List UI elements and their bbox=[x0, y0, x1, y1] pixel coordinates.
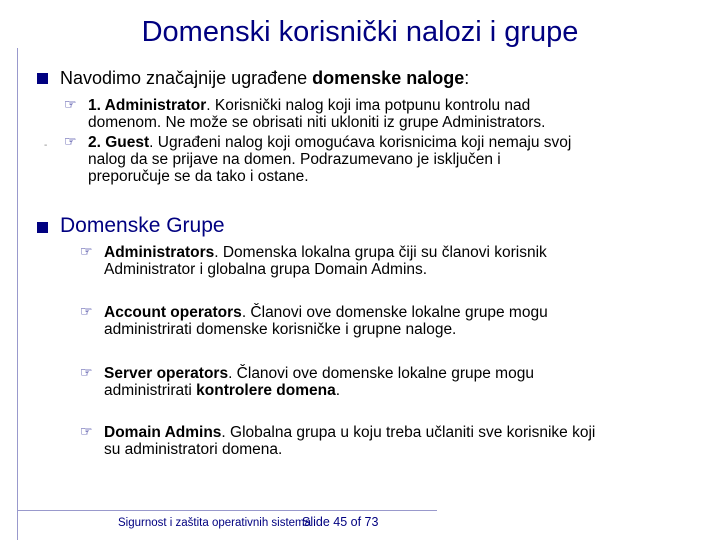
list-item: ☞ 1. Administrator. Korisnički nalog koji ima potpunu kontrolu nad domenom. Ne može se obrisati niti ukloniti iz grupe Administrators. bbox=[64, 97, 546, 131]
pointing-hand-icon: ☞ bbox=[80, 365, 93, 381]
pointing-hand-icon: ☞ bbox=[80, 244, 93, 260]
pointing-hand-icon: ☞ bbox=[80, 424, 93, 440]
dash-mark: - bbox=[44, 140, 48, 151]
section1-intro: Navodimo značajnije ugrađene domenske naloge: bbox=[60, 68, 470, 88]
list-item: ☞ Administrators. Domenska lokalna grupa čiji su članovi korisnik Administrator i globalna grupa Domain Admins. bbox=[80, 244, 547, 278]
frame-left-border bbox=[17, 48, 18, 540]
list-item: ☞ Domain Admins. Globalna grupa u koju treba učlaniti sve korisnike koji su administratori domena. bbox=[80, 424, 596, 458]
square-bullet-icon bbox=[37, 222, 48, 233]
pointing-hand-icon: ☞ bbox=[64, 134, 77, 150]
list-item: ☞ Account operators. Članovi ove domenske lokalne grupe mogu administrirati domenske korisničke i grupne naloge. bbox=[80, 304, 548, 338]
pointing-hand-icon: ☞ bbox=[64, 97, 77, 113]
pointing-hand-icon: ☞ bbox=[80, 304, 93, 320]
list-item: ☞ 2. Guest. Ugrađeni nalog koji omogućava korisnicima koji nemaju svoj nalog da se prijave na domen. Podrazumevano je isključen i preporučuje se da tako i ostane. bbox=[64, 134, 572, 185]
frame-bottom-border bbox=[17, 510, 437, 511]
slide-title: Domenski korisnički nalozi i grupe bbox=[141, 16, 579, 48]
footer-slide-number: Slide 45 of 73 bbox=[302, 515, 379, 529]
square-bullet-icon bbox=[37, 73, 48, 84]
section2-heading: Domenske Grupe bbox=[60, 214, 225, 237]
list-item: ☞ Server operators. Članovi ove domenske lokalne grupe mogu administrirati kontrolere domena. bbox=[80, 365, 534, 399]
footer-course: Sigurnost i zaštita operativnih sistema bbox=[118, 517, 312, 529]
